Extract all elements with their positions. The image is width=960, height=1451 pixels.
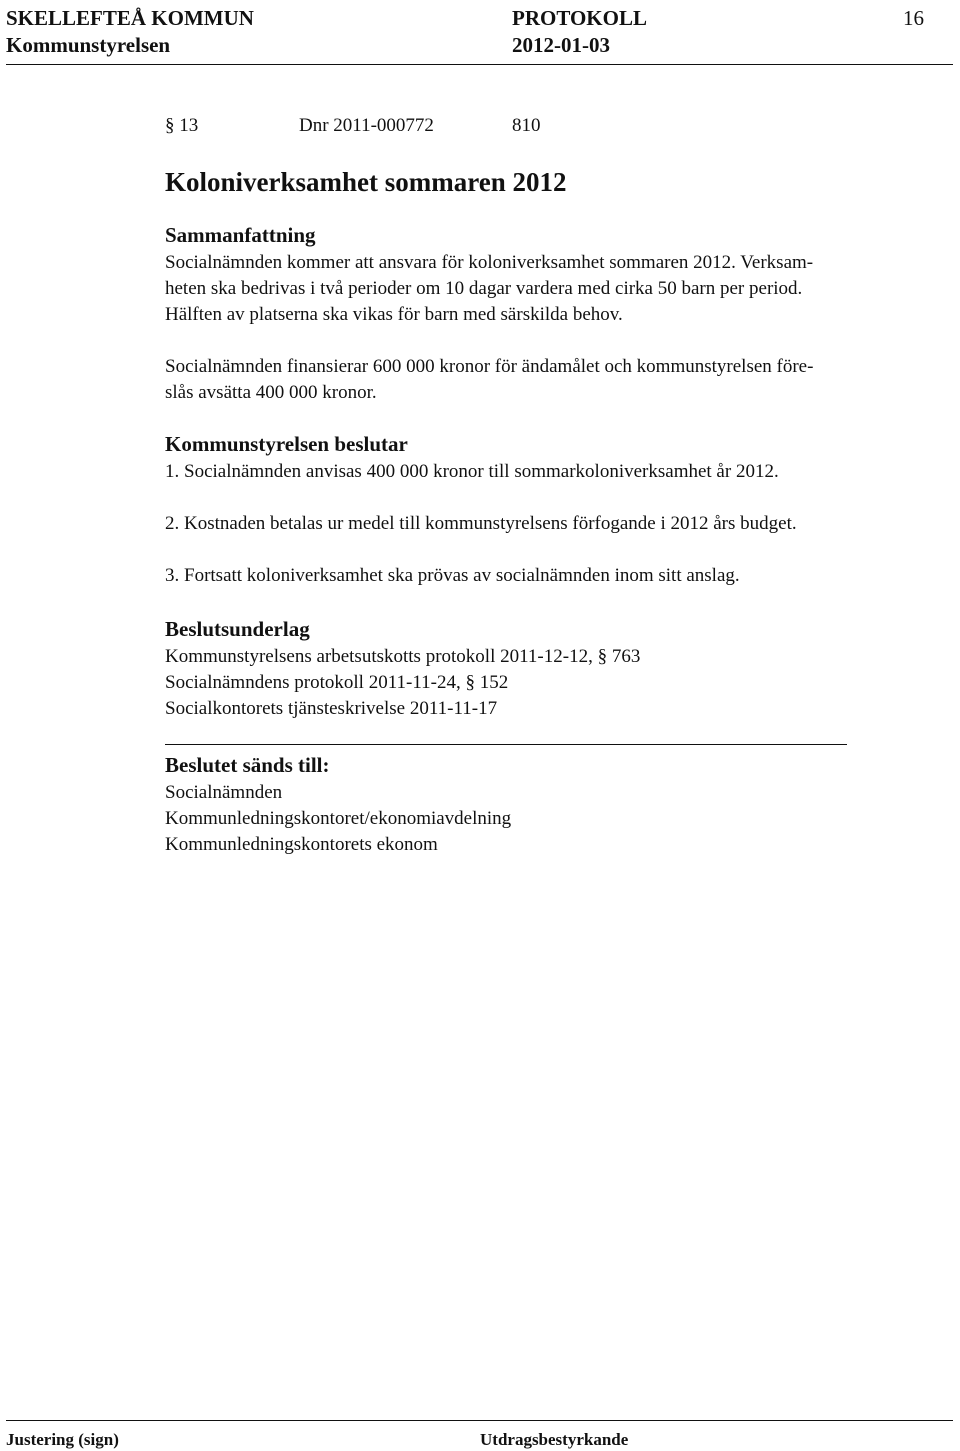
funding-line: Socialnämnden finansierar 600 000 kronor för ändamålet och kommunstyrelsen före-: [165, 356, 814, 377]
decision-item: 2. Kostnaden betalas ur medel till kommunstyrelsens förfogande i 2012 års budget.: [165, 513, 797, 534]
certified-copy-label: Utdragsbestyrkande: [480, 1430, 629, 1449]
summary-line: heten ska bedrivas i två perioder om 10 dagar vardera med cirka 50 barn per period.: [165, 278, 803, 299]
municipality-name: SKELLEFTEÅ KOMMUN: [6, 6, 254, 30]
signature-label: Justering (sign): [6, 1430, 119, 1449]
summary-line: Socialnämnden kommer att ansvara för koloniverksamhet sommaren 2012. Verksam-: [165, 252, 814, 273]
decision-item: 3. Fortsatt koloniverksamhet ska prövas av socialnämnden inom sitt anslag.: [165, 565, 740, 586]
summary-line: Hälften av platserna ska vikas för barn med särskilda behov.: [165, 304, 623, 325]
basis-line: Kommunstyrelsens arbetsutskotts protokoll 2011-12-12, § 763: [165, 646, 641, 667]
body-name: Kommunstyrelsen: [6, 33, 171, 57]
diary-number: Dnr 2011-000772: [299, 115, 434, 136]
document-type: PROTOKOLL: [512, 6, 647, 30]
decision-heading: Kommunstyrelsen beslutar: [165, 432, 408, 456]
meeting-date: 2012-01-03: [512, 33, 610, 57]
footer-rule: [6, 1420, 953, 1421]
case-code: 810: [512, 115, 541, 136]
decision-item: 1. Socialnämnden anvisas 400 000 kronor till sommarkoloniverksamhet år 2012.: [165, 461, 779, 482]
section-divider: [165, 744, 847, 745]
basis-line: Socialnämndens protokoll 2011-11-24, § 152: [165, 672, 509, 693]
recipient-item: Kommunledningskontoret/ekonomiavdelning: [165, 808, 512, 829]
header-rule: [6, 64, 953, 65]
basis-heading: Beslutsunderlag: [165, 617, 310, 641]
page-title: Koloniverksamhet sommaren 2012: [165, 167, 567, 197]
funding-line: slås avsätta 400 000 kronor.: [165, 382, 377, 403]
summary-heading: Sammanfattning: [165, 223, 316, 247]
paragraph-number: § 13: [165, 115, 199, 136]
page-number: 16: [903, 6, 924, 30]
distribution-heading: Beslutet sänds till:: [165, 753, 330, 777]
recipient-item: Socialnämnden: [165, 782, 283, 803]
recipient-item: Kommunledningskontorets ekonom: [165, 834, 438, 855]
basis-line: Socialkontorets tjänsteskrivelse 2011-11-17: [165, 698, 498, 719]
